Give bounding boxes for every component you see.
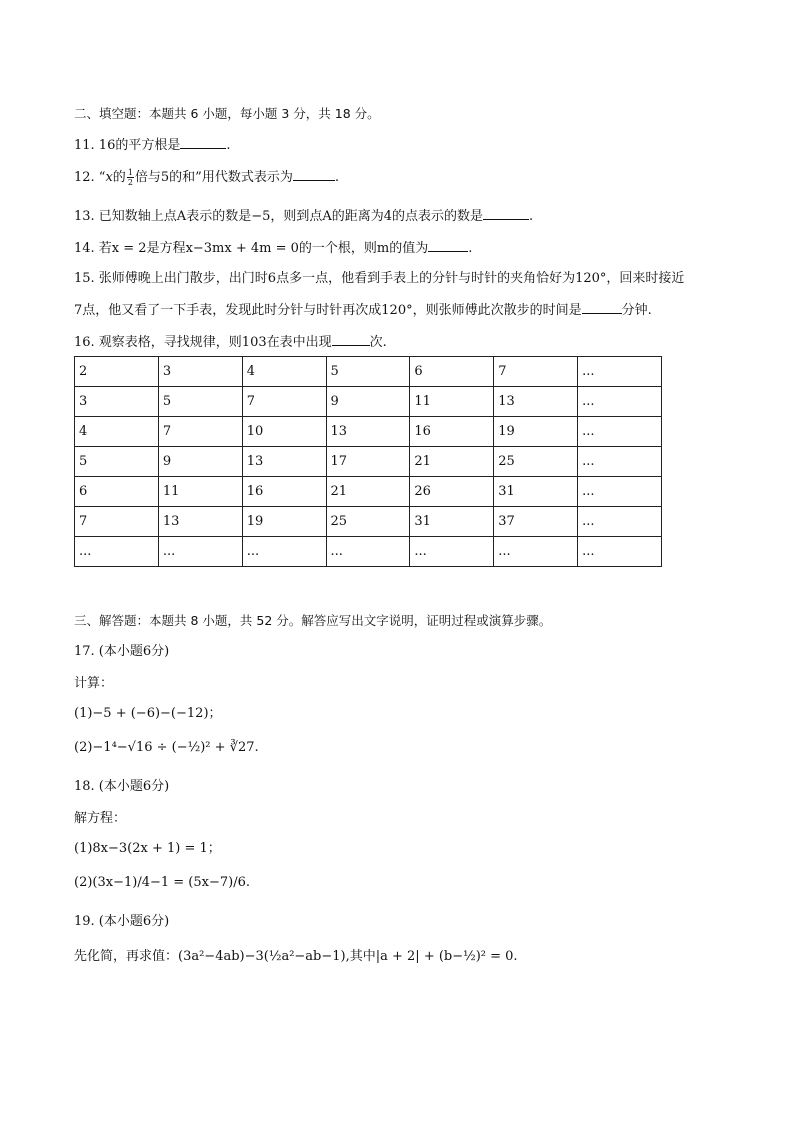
- question-13-text: 13. 已知数轴上点A表示的数是−5，则到点A的距离为4的点表示的数是: [74, 209, 484, 224]
- question-12: [74, 168, 339, 187]
- answer-blank[interactable]: [582, 301, 622, 314]
- table-cell: 7: [158, 417, 242, 447]
- table-cell: 19: [242, 507, 326, 537]
- table-cell: ...: [242, 537, 326, 567]
- question-11: [74, 136, 231, 155]
- answer-blank[interactable]: [483, 207, 529, 220]
- question-16-text: 16. 观察表格，寻找规律，则103在表中出现: [74, 335, 332, 350]
- table-cell: 17: [326, 447, 410, 477]
- question-18-part-2: (2)(3x−1)/4−1 = (5x−7)/6.: [74, 875, 250, 890]
- table-cell: ...: [578, 447, 662, 477]
- question-15-end: 分钟.: [621, 303, 652, 318]
- table-cell: 9: [158, 447, 242, 477]
- table-cell: 13: [158, 507, 242, 537]
- table-cell: ...: [578, 417, 662, 447]
- table-cell: 13: [494, 387, 578, 417]
- question-19-title: 19. (本小题6分): [74, 914, 170, 929]
- question-15-line-1: 15. 张师傅晚上出门散步，出门时6点多一点，他看到手表上的分针与时针的夹角恰好为120°，回来时接近: [74, 271, 685, 286]
- table-cell: 11: [158, 477, 242, 507]
- table-cell: 13: [326, 417, 410, 447]
- question-13-end: .: [529, 209, 534, 224]
- table-cell: 11: [410, 387, 494, 417]
- table-cell: 7: [494, 357, 578, 387]
- table-row: [75, 417, 662, 447]
- table-cell: ...: [578, 507, 662, 537]
- question-18-part-1: (1)8x−3(2x + 1) = 1；: [74, 841, 221, 856]
- question-12-var: x: [105, 170, 113, 185]
- table-cell: ...: [410, 537, 494, 567]
- question-11-text: 11. 16的平方根是: [74, 138, 181, 153]
- section-2-heading: 二、填空题：本题共 6 小题，每小题 3 分，共 18 分。: [74, 106, 380, 121]
- table-cell: ...: [75, 537, 159, 567]
- table-cell: 5: [158, 387, 242, 417]
- table-cell: 25: [326, 507, 410, 537]
- table-cell: 4: [242, 357, 326, 387]
- table-cell: 7: [242, 387, 326, 417]
- answer-blank[interactable]: [332, 333, 370, 346]
- question-15-text: 7点，他又看了一下手表，发现此时分针与时针再次成120°，则张师傅此次散步的时间是: [74, 303, 582, 318]
- table-cell: 16: [410, 417, 494, 447]
- table-cell: 9: [326, 387, 410, 417]
- table-row: [75, 357, 662, 387]
- table-cell: 21: [326, 477, 410, 507]
- table-cell: 3: [158, 357, 242, 387]
- table-cell: 13: [242, 447, 326, 477]
- table-cell: 5: [326, 357, 410, 387]
- question-14-text: 14. 若x = 2是方程x−3mx + 4m = 0的一个根，则m的值为: [74, 241, 429, 256]
- table-cell: ...: [326, 537, 410, 567]
- table-cell: 26: [410, 477, 494, 507]
- table-cell: ...: [578, 387, 662, 417]
- question-17-instruction: 计算：: [74, 676, 114, 691]
- table-row: [75, 387, 662, 417]
- question-12-suffix: 倍与5的和”用代数式表示为: [134, 170, 293, 185]
- question-17-part-2: (2)−1⁴−√16 ÷ (−½)² + ∛27.: [74, 740, 259, 755]
- table-cell: 16: [242, 477, 326, 507]
- table-cell: ...: [578, 537, 662, 567]
- question-16-end: 次.: [369, 335, 387, 350]
- question-14-end: .: [468, 241, 473, 256]
- question-12-end: .: [334, 170, 339, 185]
- table-cell: ...: [494, 537, 578, 567]
- table-cell: 21: [410, 447, 494, 477]
- question-18-instruction: 解方程：: [74, 811, 127, 826]
- question-11-end: .: [226, 138, 231, 153]
- pattern-table: [74, 356, 662, 567]
- table-cell: 31: [410, 507, 494, 537]
- question-19-text: 先化简，再求值：(3a²−4ab)−3(½a²−ab−1),其中|a + 2| + (b−½)² = 0.: [74, 949, 518, 964]
- question-12-prefix: 12. “: [74, 170, 106, 185]
- table-cell: 37: [494, 507, 578, 537]
- table-cell: 2: [75, 357, 159, 387]
- table-row: [75, 507, 662, 537]
- question-17-title: 17. (本小题6分): [74, 644, 170, 659]
- table-cell: 25: [494, 447, 578, 477]
- table-cell: 7: [75, 507, 159, 537]
- table-cell: 3: [75, 387, 159, 417]
- table-cell: 6: [410, 357, 494, 387]
- question-12-middle: 的: [112, 170, 126, 185]
- question-18-title: 18. (本小题6分): [74, 779, 170, 794]
- question-16: [74, 333, 387, 352]
- table-cell: 4: [75, 417, 159, 447]
- question-15-line-2: [74, 301, 652, 320]
- table-cell: ...: [578, 477, 662, 507]
- section-3-heading: 三、解答题：本题共 8 小题，共 52 分。解答应写出文字说明，证明过程或演算步骤。: [74, 613, 552, 628]
- table-cell: 5: [75, 447, 159, 477]
- table-cell: 19: [494, 417, 578, 447]
- table-cell: 10: [242, 417, 326, 447]
- table-cell: 6: [75, 477, 159, 507]
- answer-blank[interactable]: [428, 239, 468, 252]
- question-13: [74, 207, 533, 226]
- fraction-one-half: $\frac{1}{2}$: [127, 168, 133, 187]
- table-cell: 31: [494, 477, 578, 507]
- table-row: [75, 447, 662, 477]
- answer-blank[interactable]: [293, 168, 335, 181]
- question-17-part-1: (1)−5 + (−6)−(−12)；: [74, 706, 222, 721]
- answer-blank[interactable]: [180, 136, 226, 149]
- table-row: [75, 477, 662, 507]
- table-cell: ...: [578, 357, 662, 387]
- question-14: [74, 239, 472, 258]
- table-row: [75, 537, 662, 567]
- table-cell: ...: [158, 537, 242, 567]
